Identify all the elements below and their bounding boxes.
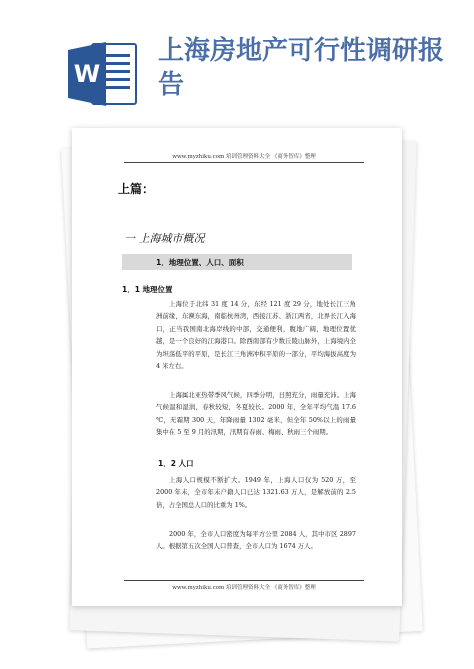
section-heading-bar bbox=[122, 254, 352, 270]
document-page-preview bbox=[72, 128, 402, 606]
running-footer: www.myzhiku.com 培训管理资料大全 《商务智库》整理 bbox=[124, 580, 364, 591]
subsection-heading: 1．1 地理位置 bbox=[122, 285, 173, 294]
chapter-title: 一 上海城市概况 bbox=[124, 232, 205, 245]
subsection-heading: 1．2 人口 bbox=[158, 459, 194, 468]
paragraph: 上海位于北纬 31 度 14 分，东经 121 度 29 分，地处长江三角洲前缘，东濒东海，南临杭州湾，西接江苏、浙江两省，北界长江入海口，正当我国南北海岸线的中部，交通便利，腹地广阔，地理位置优越，是一个良好的江海港口。除西南部有少数丘陵山脉外，上海境内全为坦荡低平的平原，是长江三角洲冲积平原的一部分，平均海拔高度为 4 米左右。 bbox=[156, 300, 356, 371]
paragraph: 2000 年，全市人口密度为每平方公里 2084 人，其中市区 2897 人。根据第五次全国人口普查，全市人口为 1674 万人。 bbox=[156, 530, 356, 551]
part-title: 上篇： bbox=[118, 182, 155, 196]
section-heading: 1．地理位置、人口、面积 bbox=[156, 258, 244, 267]
running-header: www.myzhiku.com 培训管理资料大全 《商务智库》整理 bbox=[124, 152, 364, 163]
document-title: 上海房地产可行性调研报告 bbox=[158, 36, 445, 100]
header-area bbox=[0, 0, 474, 120]
svg-text:W: W bbox=[73, 60, 101, 88]
word-document-icon bbox=[66, 40, 138, 108]
paragraph: 上海人口规模不断扩大。1949 年，上海人口仅为 520 万，至 2000 年末，全市年末户籍人口已达 1321.63 万人，是解放前的 2.5 倍，占全国总人口的比重为 1%。 bbox=[156, 476, 356, 509]
paragraph: 上海属北亚热带季风气候，四季分明，日照充分，雨量充沛。上海气候温和湿润，春秋较短，冬夏较长。2000 年，全年平均气温 17.6 ℃，无霜期 300 天，年降雨量 1302 毫米，但全年 50%以上的雨量集中在 5 至 9 月的汛期，汛期有春雨、梅雨、秋雨三个雨期。 bbox=[156, 391, 356, 437]
